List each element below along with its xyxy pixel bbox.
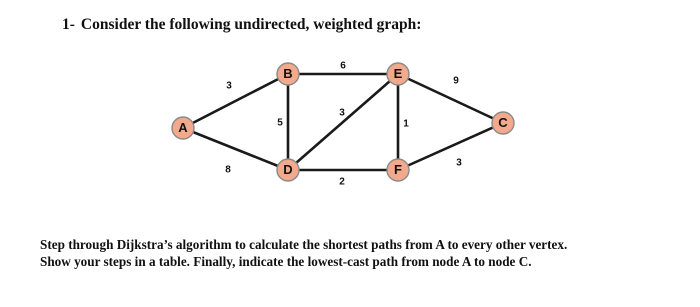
edge-f-c: [398, 123, 503, 170]
edge-a-b: [183, 74, 288, 128]
node-label: E: [393, 65, 403, 81]
question-number: 1-: [62, 16, 75, 33]
edge-weight-e-f: 1: [403, 118, 409, 130]
node-label: B: [283, 65, 293, 81]
edge-weight-a-d: 8: [225, 164, 231, 176]
node-f: [387, 159, 409, 181]
instruction-line-1: Step through Dijkstra’s algorithm to calculate the shortest paths from A to every other vertex.: [40, 237, 568, 252]
node-label: C: [498, 114, 508, 130]
edge-weight-b-e: 6: [340, 60, 346, 72]
node-label: F: [394, 161, 402, 177]
edge-weight-e-c: 9: [453, 75, 459, 87]
question-prompt: Consider the following undirected, weighted graph:: [80, 16, 422, 33]
edge-weight-d-e: 3: [339, 107, 345, 119]
edge-weight-b-d: 5: [277, 117, 283, 129]
edge-a-d: [183, 128, 288, 170]
task-instructions: [40, 236, 690, 270]
node-a: [172, 117, 194, 139]
edge-e-c: [398, 74, 503, 123]
node-d: [277, 159, 299, 181]
instruction-line-2: Show your steps in a table. Finally, indicate the lowest-cast path from node A to node C.: [40, 254, 532, 269]
edge-weight-a-b: 3: [226, 80, 232, 92]
node-e: [387, 63, 409, 85]
edge-weight-f-c: 3: [456, 157, 462, 169]
edge-d-e: [288, 74, 398, 170]
node-c: [492, 112, 514, 134]
node-b: [277, 63, 299, 85]
edge-weight-d-f: 2: [339, 176, 345, 188]
node-label: D: [283, 161, 293, 177]
graph-edge-weights: [225, 61, 462, 188]
node-label: A: [178, 119, 188, 135]
